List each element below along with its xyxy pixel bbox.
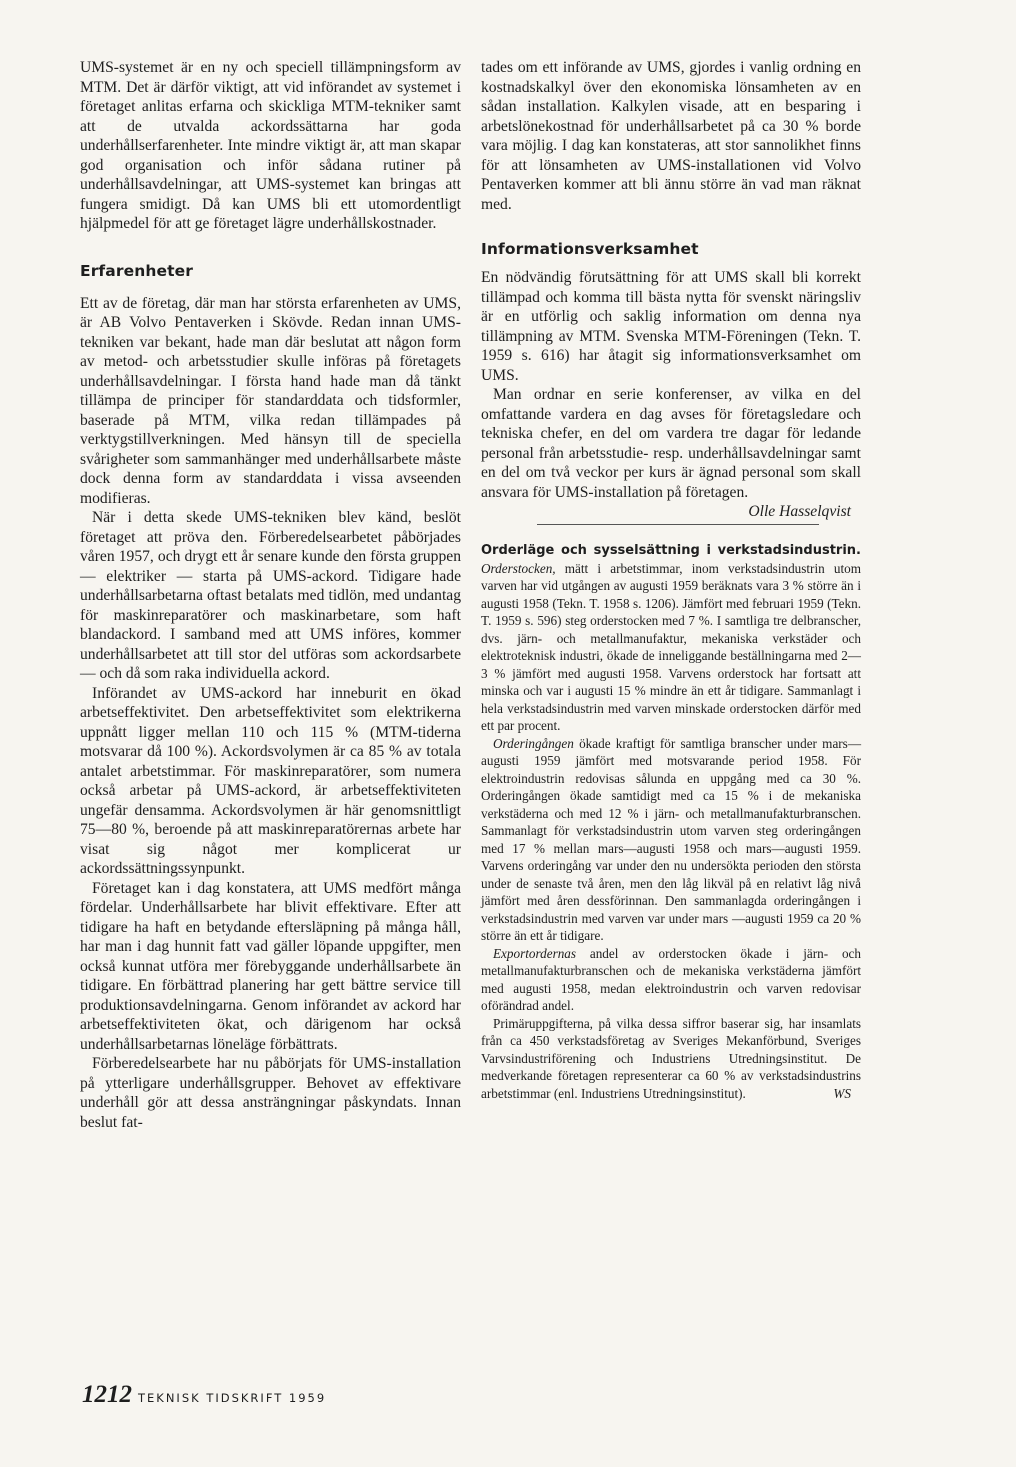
- left-column: [80, 58, 461, 1132]
- notice-text: mätt i arbetstimmar, inom verkstadsindustrin utom varven har vid utgången av augusti 1959 beräknats vara 3 % större än i augusti 1958 (Tekn. T. 1958 s. 1206). Jämfört med februari 1959 (Tekn. T. 1959 s. 596) steg orderstocken med 7 %. I samtliga tre delbranscher, dvs. järn- och metallmanufaktur, mekaniska verkstäder och elektroteknisk industri, ökade de inneliggande beställningarna med 2—3 % jämfört med augusti 1958. Varvens orderstock har fortsatt att minska och var i augusti 15 % mindre än ett år tidigare. Sammanlagt i hela verkstadsindustrin med varven minskade orderstocken därför med ett par procent.: [481, 560, 861, 733]
- body-paragraph: Ett av de företag, där man har största erfarenheten av UMS, är AB Volvo Pentaverken i Skövde. Redan innan UMS-tekniken var bekant, hade man där beslutat att någon form av metod- och arbetsstudier skulle införas på företagets underhållsavdelningar. I första hand hade man då tänkt tillämpa de principer för standarddata och tidsformler, baserade på MTM, vilka redan tillämpades på verktygstillverkningen. Med hänsyn till de speciella svårigheter som sammanhänger med underhållsarbete måste dock denna form av standarddata i vissa avseenden modifieras.: [80, 294, 461, 507]
- notice-paragraph: [481, 735, 861, 945]
- notice-term: Exportordernas: [493, 945, 577, 961]
- notice-paragraph: [481, 541, 861, 735]
- page-number: 1212: [82, 1381, 132, 1408]
- section-heading-erfarenheter: Erfarenheter: [80, 261, 193, 280]
- section-divider: [537, 524, 819, 525]
- notice-term: Orderingången: [493, 735, 574, 751]
- body-paragraph: Företaget kan i dag konstatera, att UMS medfört många fördelar. Underhållsarbete har blivit effektivare. Efter att tidigare ha haft en betydande eftersläpning på många håll, har man i dag hunnit fatt vad gäller löpande uppgifter, men också kunnat utföra mer förebyggande underhållsarbete än tidigare. En förbättrad planering har gett bättre service till produktionsavdelningarna. Genom införandet av ackord har arbetseffektiviteten ökat, och därigenom har också underhållsarbetarnas löneläge förbättrats.: [80, 879, 461, 1053]
- page-footer: [82, 1381, 326, 1409]
- notice-term: Orderstocken,: [481, 560, 556, 576]
- body-paragraph: När i detta skede UMS-tekniken blev känd, beslöt företaget att pröva den. Förberedelsearbetet påbörjades våren 1957, och drygt ett år senare kunde den första gruppen — elektriker — starta på UMS-ackord. Tidigare hade underhållsarbetarna oftast betalats med tidlön, med undantag för maskinreparatörer och maskinarbetare, som haft blandackord. I samband med att UMS införes, kommer underhållsarbetet att till stor del utföras som ackordsarbete — och då som raka individuella ackord.: [80, 509, 461, 682]
- notice-signature: WS: [833, 1085, 851, 1101]
- body-paragraph-text: Man ordnar en serie konferenser, av vilka en del omfattande vardera en dag avses för företagsledare och tekniska chefer, en del om vardera tre dagar för ledande personal från arbetsstudie- resp. underhållsavdelningar samt en del om två veckor per kurs är ägnad personal som skall ansvara för UMS-installation på företagen.: [481, 386, 861, 501]
- body-paragraph: Förberedelsearbete har nu påbörjats för UMS-installation på ytterligare underhållsgrupper. Behovet av effektivare underhåll gör att dessa ansträngningar påskyndats. Innan beslut fat-: [80, 1055, 461, 1131]
- news-notice: [481, 541, 861, 1102]
- notice-heading: Orderläge och sysselsättning i verkstadsindustrin.: [481, 543, 861, 558]
- body-paragraph-signed: [481, 385, 861, 520]
- author-signature: Olle Hasselqvist: [748, 503, 851, 520]
- journal-name: TEKNISK TIDSKRIFT 1959: [138, 1391, 327, 1405]
- notice-text: Primäruppgifterna, på vilka dessa siffror baserar sig, har insamlats från ca 450 verkstadsföretag av Sveriges Mekanförbund, Sveriges Varvsindustriförening och Industriens Utredningsinstitut. De medverkande företagen representerar ca 60 % av verkstadsindustrins arbetstimmar (enl. Industriens Utredningsinstitut).: [481, 1015, 861, 1101]
- section-heading-informationsverksamhet: Informationsverksamhet: [481, 240, 699, 258]
- notice-text: ökade kraftigt för samtliga branscher under mars—augusti 1959 jämfört med motsvarande period 1958. För elektroindustrin redovisas sålunda en uppgång med ca 30 %. Orderingången ökade samtidigt med ca 15 % i de mekaniska verkstäderna och med 12 % i järn- och metallmanufakturbranschen. Sammanlagt för verkstadsindustrin utom varven steg orderingången med 17 % mellan mars—augusti 1958 och mars—augusti 1959. Varvens orderingång var under den nu undersökta perioden den största under de senaste två åren, men den låg likväl på en relativt låg nivå jämfört med åren dessförinnan. Den sammanlagda orderingången i verkstadsindustrin med varven var under mars —augusti 1959 ca 20 % större än ett år tidigare.: [481, 735, 862, 943]
- continued-paragraph: tades om ett införande av UMS, gjordes i vanlig ordning en kostnadskalkyl över den ekonomiska lönsamheten av en sådan installation. Kalkylen visade, att en besparing i arbetslönekostnad för underhållsarbetet på ca 30 % borde vara möjlig. I dag kan konstateras, att stor sannolikhet finns för att lönsamheten av UMS-installationen vid Volvo Pentaverken kommer att bli ännu större än vad man räknat med.: [481, 59, 861, 213]
- notice-paragraph: [481, 1015, 861, 1103]
- right-column: [481, 58, 861, 1102]
- body-paragraph: En nödvändig förutsättning för att UMS skall bli korrekt tillämpad och komma till bästa nytta för svenskt näringsliv är en utförlig och saklig information om denna nya tillämpning av MTM. Svenska MTM-Föreningen (Tekn. T. 1959 s. 616) har åtagit sig informationsverksamhet om UMS.: [481, 269, 861, 384]
- notice-text: andel av orderstocken ökade i järn- och metallmanufakturbranschen och de mekaniska verkstäderna jämfört med augusti 1958, medan elektroindustrin och varven redovisar oförändrad andel.: [481, 945, 862, 1013]
- body-paragraph: Införandet av UMS-ackord har inneburit en ökad arbetseffektivitet. Den arbetseffektivitet som elektrikerna uppnått ligger mellan 110 och 115 % (MTM-tiderna motsvarar då 100 %). Ackordsvolymen är ca 85 % av totala antalet arbetstimmar. För maskinreparatörer, som numera också arbetar på UMS-ackord, är arbetseffektiviteten ungefär densamma. Ackordsvolymen är här genomsnittligt 75—80 %, beroende på att maskinreparatörernas arbete har visat sig något mer komplicerat ur ackordssättningssynpunkt.: [80, 684, 461, 877]
- intro-paragraph: UMS-systemet är en ny och speciell tillämpningsform av MTM. Det är därför viktigt, att vid införandet av systemet i företaget anlitas erfarna och skickliga MTM-tekniker samt att de utvalda ackordssättarna har goda underhållserfarenheter. Inte mindre viktigt är, att man skapar god organisation och inför sådana rutiner på underhållsavdelningar, att UMS-systemet kan bringas att fungera smidigt. Då kan UMS bli ett utomordentligt hjälpmedel för att ge företaget lägre underhållskostnader.: [80, 59, 461, 232]
- notice-paragraph: [481, 945, 861, 1015]
